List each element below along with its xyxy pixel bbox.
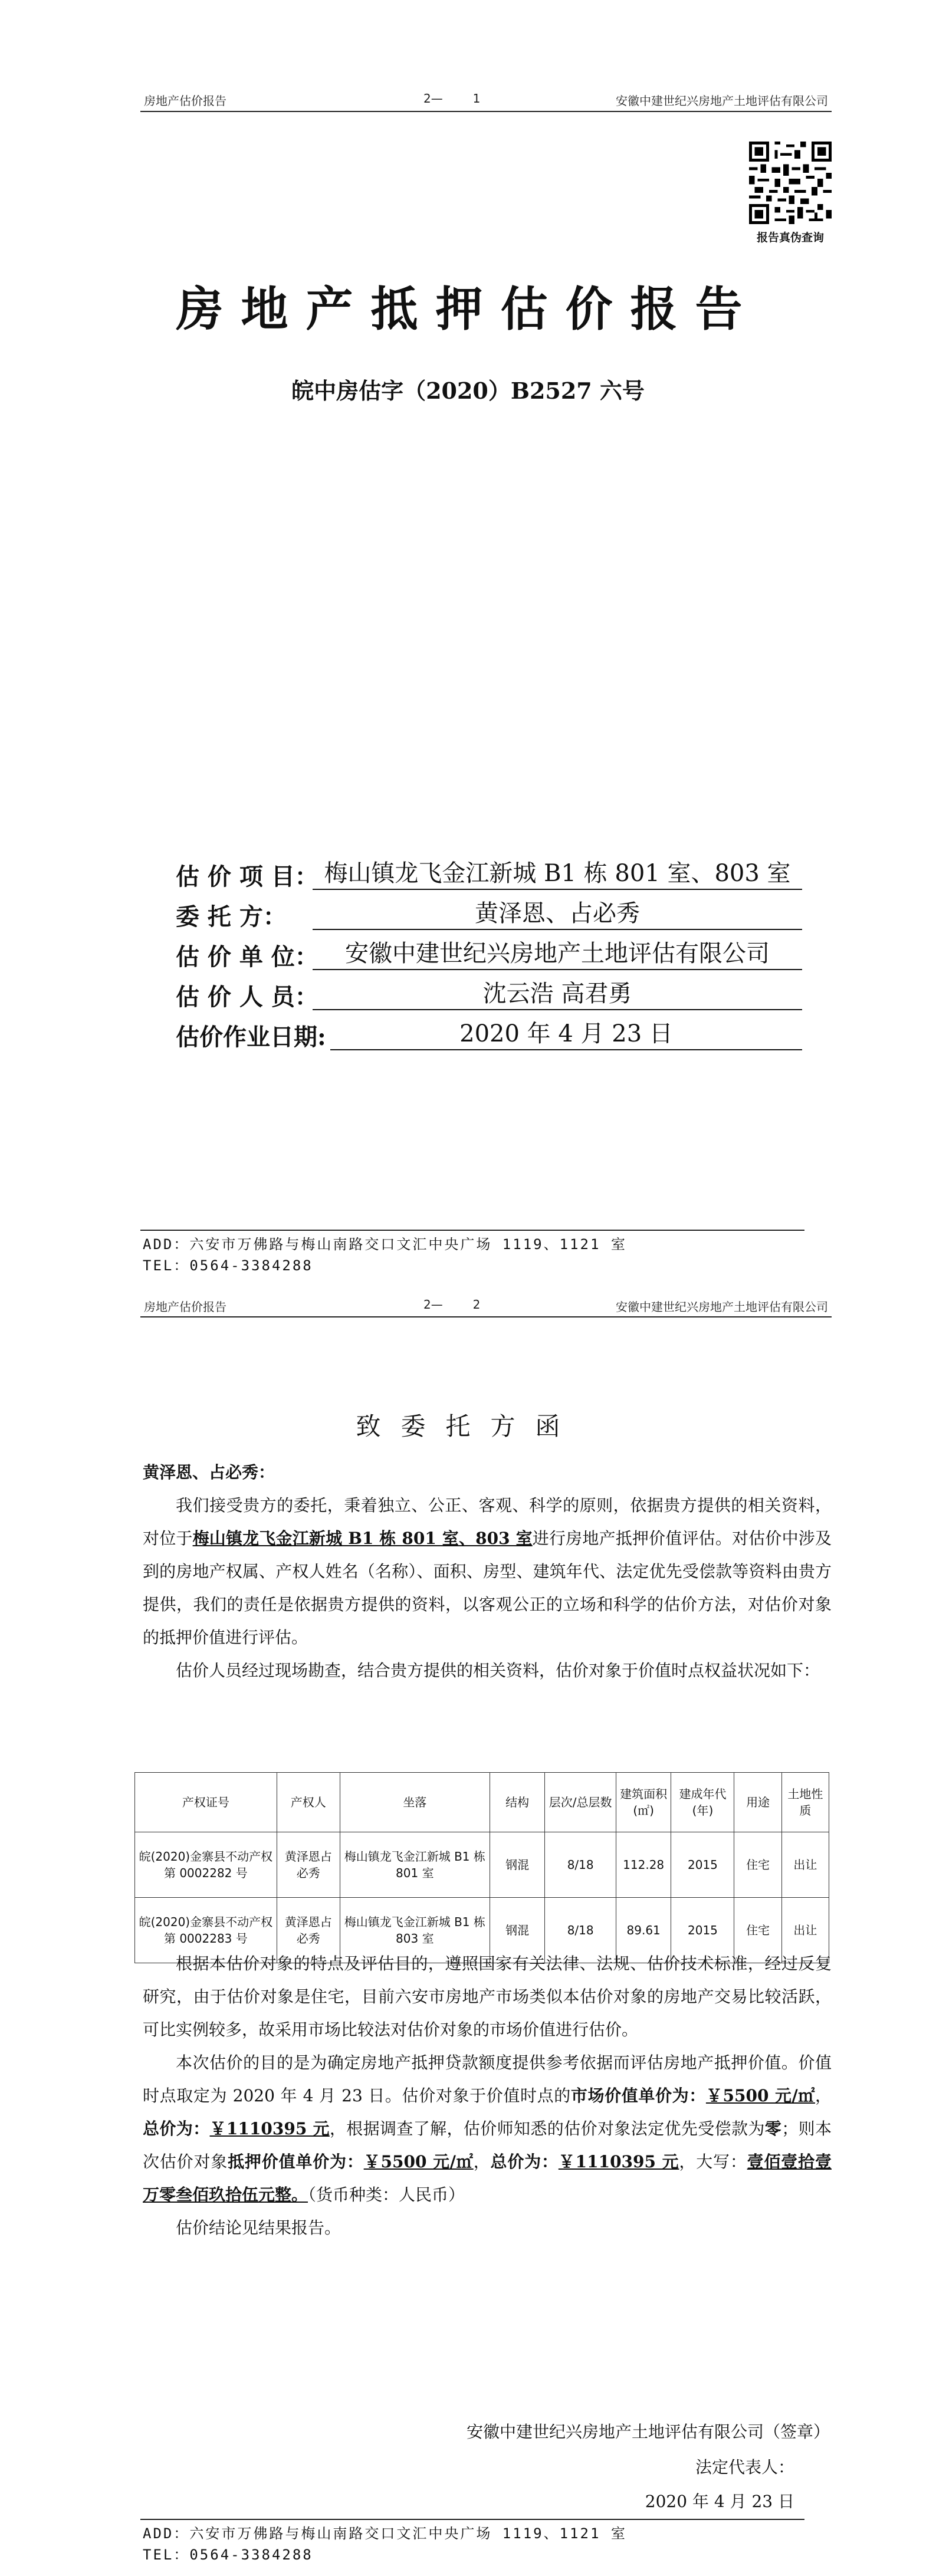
cover-info xyxy=(176,858,825,1059)
table-row xyxy=(135,1832,829,1898)
cell: 2015 xyxy=(671,1898,734,1963)
letter-paragraph-4 xyxy=(143,2046,832,2212)
cell: 黄泽恩占必秀 xyxy=(277,1898,340,1963)
amount-in-words: 壹佰壹拾壹万零叁佰玖拾伍元整。 xyxy=(143,2152,832,2204)
report-title: 房地产抵押估价报告 xyxy=(176,281,760,337)
field-value: 2020 年 4 月 23 日 xyxy=(330,1018,802,1050)
col-owner: 产权人 xyxy=(277,1773,340,1832)
text: 进行房地产抵押价值评估。对估价中涉及到的房地产权属、产权人姓名（名称）、面积、房型、建筑年代、法定优先受偿款等资料由贵方提供，我们的责任是依据贵方提供的资料，以客观公正的立场和科学的估价方法，对估价对象的抵押价值进行评估。 xyxy=(143,1529,832,1647)
cell: 钢混 xyxy=(490,1832,545,1898)
qr-caption: 报告真伪查询 xyxy=(756,231,824,244)
market-total-price: ￥1110395 元 xyxy=(209,2119,330,2138)
property-table xyxy=(134,1772,829,1963)
page-header xyxy=(140,1297,832,1315)
letter-paragraph-1 xyxy=(143,1489,832,1654)
cell: 8/18 xyxy=(545,1832,616,1898)
text: ；则本次估价对象 xyxy=(143,2119,832,2171)
text: ，大写： xyxy=(679,2152,747,2171)
property-address: 梅山镇龙飞金江新城 B1 栋 801 室、803 室 xyxy=(192,1529,533,1548)
field-label: 估 价 单 位： xyxy=(176,943,318,971)
cell: 梅山镇龙飞金江新城 B1 栋 803 室 xyxy=(340,1898,490,1963)
text: 总价为： xyxy=(143,2119,210,2138)
col-area: 建筑面积(㎡) xyxy=(616,1773,671,1832)
letter-body-continued xyxy=(143,1947,832,2245)
col-use: 用途 xyxy=(734,1773,781,1832)
mortgage-unit-price: ￥5500 元/㎡ xyxy=(363,2152,474,2171)
text: ，根据调查了解，估价师知悉的估价对象法定优先受偿款为 xyxy=(329,2119,765,2138)
field-client xyxy=(176,898,825,938)
cell: 梅山镇龙飞金江新城 B1 栋 801 室 xyxy=(340,1832,490,1898)
page-header xyxy=(140,91,832,109)
footer-address: ADD：六安市万佛路与梅山南路交口文汇中央广场 1119、1121 室 xyxy=(143,1236,627,1253)
header-page-number: 2— 2 xyxy=(423,1297,481,1312)
text: 市场价值单价为： xyxy=(570,2086,706,2105)
col-year: 建成年代(年) xyxy=(671,1773,734,1832)
field-label: 委 托 方： xyxy=(176,903,287,931)
field-label: 估价作业日期: xyxy=(176,1023,326,1051)
col-floor: 层次/总层数 xyxy=(545,1773,616,1832)
report-number: 皖中房估字（2020）B2527 六号 xyxy=(291,377,645,404)
footer-tel: TEL：0564-3384288 xyxy=(143,1257,313,1274)
cell: 112.28 xyxy=(616,1832,671,1898)
text: 总价为： xyxy=(490,2152,559,2171)
field-work-date xyxy=(176,1018,825,1059)
cell: 2015 xyxy=(671,1832,734,1898)
header-left: 房地产估价报告 xyxy=(144,94,226,108)
header-divider xyxy=(140,1316,832,1317)
letter-body xyxy=(143,1456,832,1687)
header-right: 安徽中建世纪兴房地产土地评估有限公司 xyxy=(616,94,828,108)
letter-paragraph-3: 根据本估价对象的特点及评估目的，遵照国家有关法律、法规、估价技术标准，经过反复研究，由于估价对象是住宅，目前六安市房地产市场类似本估价对象的房地产交易比较活跃，可比实例较多，故采用市场比较法对估价对象的市场价值进行估价。 xyxy=(143,1954,832,2039)
text: 本次估价的目的是为确定房地产抵押贷款额度提供参考依据而评估房地产抵押价值。价值时点取定为 2020 年 4 月 23 日。估价对象于价值时点的 xyxy=(143,2053,832,2105)
mortgage-total-price: ￥1110395 元 xyxy=(558,2152,679,2171)
letter-salutation: 黄泽恩、占必秀： xyxy=(143,1463,275,1482)
cell: 皖(2020)金寨县不动产权第 0002282 号 xyxy=(135,1832,277,1898)
table-header-row xyxy=(135,1773,829,1832)
qr-code-icon[interactable] xyxy=(749,142,832,224)
cell: 89.61 xyxy=(616,1898,671,1963)
text: 我们接受贵方的委托，秉着独立、公正、客观、科学的原则，依据贵方提供的相关资料，对位于 xyxy=(143,1496,832,1548)
cell: 住宅 xyxy=(734,1832,781,1898)
footer-address: ADD：六安市万佛路与梅山南路交口文汇中央广场 1119、1121 室 xyxy=(143,2525,627,2542)
col-land: 土地性质 xyxy=(781,1773,829,1832)
header-page-number: 2— 1 xyxy=(423,91,481,106)
cell: 出让 xyxy=(781,1898,829,1963)
signature-company: 安徽中建世纪兴房地产土地评估有限公司（签章） xyxy=(466,2422,830,2442)
cell: 出让 xyxy=(781,1832,829,1898)
report-page-2 xyxy=(0,1288,936,2576)
header-divider xyxy=(140,111,832,112)
cell: 住宅 xyxy=(734,1898,781,1963)
field-value: 安徽中建世纪兴房地产土地评估有限公司 xyxy=(313,938,802,970)
signature-date: 2020 年 4 月 23 日 xyxy=(645,2492,794,2511)
letter-paragraph-2: 估价人员经过现场勘查，结合贵方提供的相关资料，估价对象于价值时点权益状况如下： xyxy=(176,1661,820,1680)
cell: 皖(2020)金寨县不动产权第 0002283 号 xyxy=(135,1898,277,1963)
field-appraiser-unit xyxy=(176,938,825,978)
col-structure: 结构 xyxy=(490,1773,545,1832)
footer-divider xyxy=(140,2519,804,2520)
letter-paragraph-5: 估价结论见结果报告。 xyxy=(176,2218,341,2237)
col-location: 坐落 xyxy=(340,1773,490,1832)
cell: 8/18 xyxy=(545,1898,616,1963)
field-label: 估 价 人 员： xyxy=(176,983,318,1011)
footer-tel: TEL：0564-3384288 xyxy=(143,2547,313,2563)
field-label: 估 价 项 目： xyxy=(176,863,318,891)
text: （货币种类：人民币） xyxy=(308,2185,465,2204)
signature-representative: 法定代表人： xyxy=(695,2457,794,2477)
col-cert-no: 产权证号 xyxy=(135,1773,277,1832)
field-value: 梅山镇龙飞金江新城 B1 栋 801 室、803 室 xyxy=(313,858,802,890)
field-value: 沈云浩 高君勇 xyxy=(313,978,802,1010)
text: ， xyxy=(473,2152,491,2171)
field-appraisers xyxy=(176,978,825,1018)
cell: 黄泽恩占必秀 xyxy=(277,1832,340,1898)
text: 零 xyxy=(764,2119,782,2138)
letter-title: 致委托方函 xyxy=(356,1412,580,1441)
header-left: 房地产估价报告 xyxy=(144,1300,226,1314)
cell: 钢混 xyxy=(490,1898,545,1963)
footer-divider xyxy=(140,1230,804,1231)
text: ， xyxy=(815,2086,832,2105)
text: 抵押价值单价为： xyxy=(228,2152,364,2171)
field-value: 黄泽恩、占必秀 xyxy=(313,898,802,930)
market-unit-price: ￥5500 元/㎡ xyxy=(705,2086,815,2105)
header-right: 安徽中建世纪兴房地产土地评估有限公司 xyxy=(616,1300,828,1314)
field-project xyxy=(176,858,825,898)
